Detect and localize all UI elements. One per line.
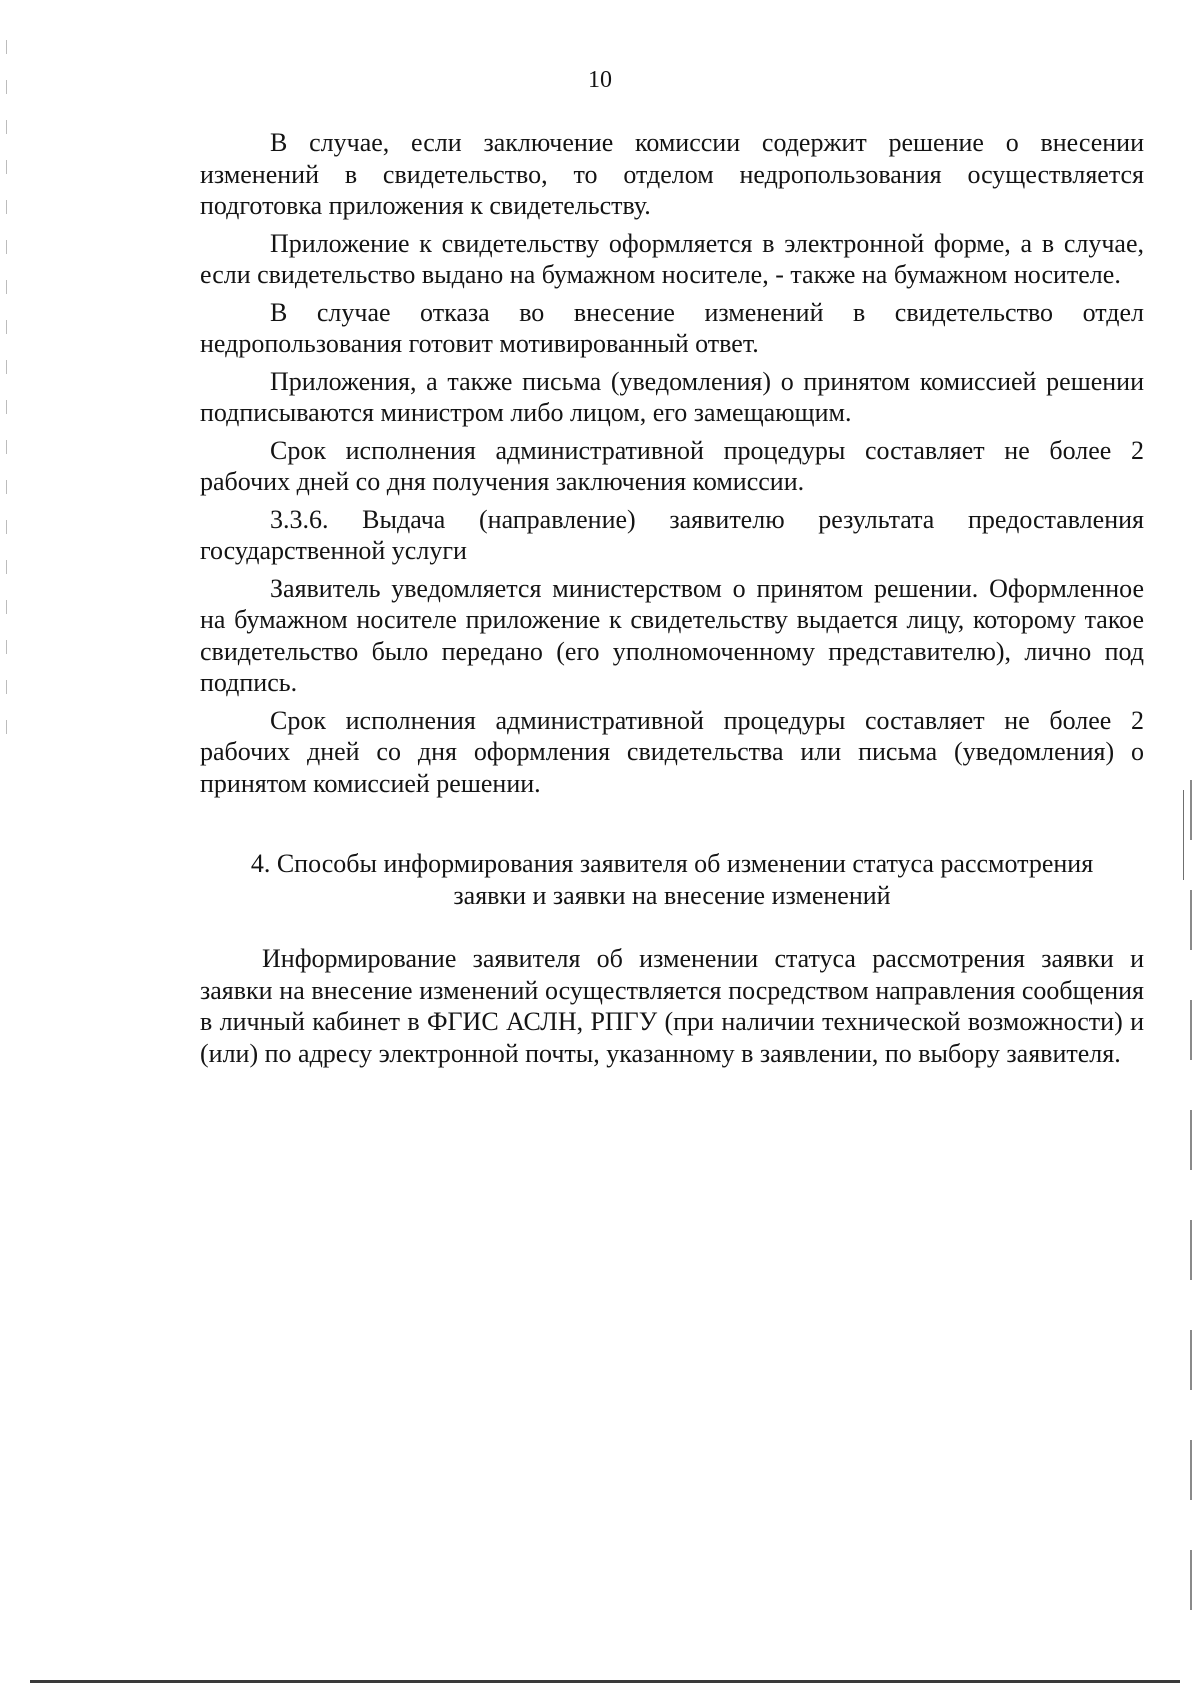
paragraph-changes-decision: В случае, если заключение комиссии содержит решение о внесении изменений в свидетельство, то отделом недропользования осуществляется подготовка приложения к свидетельству. xyxy=(200,128,1144,220)
scan-bottom-edge-line xyxy=(30,1680,1180,1683)
paragraph-deadline-1: Срок исполнения административной процедуры составляет не более 2 рабочих дней со дня получения заключения комиссии. xyxy=(200,435,1144,496)
paragraph-signing: Приложения, а также письма (уведомления) о принятом комиссией решении подписываются министром либо лицом, его замещающим. xyxy=(200,366,1144,427)
document-body-section-4 xyxy=(200,943,1144,1069)
section-4-heading-line-2: заявки и заявки на внесение изменений xyxy=(453,881,891,910)
section-4-heading-line-1: 4. Способы информирования заявителя об изменении статуса рассмотрения xyxy=(250,849,1094,878)
scan-edge-artifact-right-short xyxy=(1183,790,1184,880)
document-body-section-3 xyxy=(200,127,1144,799)
scan-edge-artifact-left xyxy=(6,40,7,740)
section-4-heading xyxy=(200,848,1144,912)
paragraph-deadline-2: Срок исполнения административной процедуры составляет не более 2 рабочих дней со дня оформления свидетельства или письма (уведомления) о принятом комиссией решении. xyxy=(200,705,1144,798)
paragraph-refusal: В случае отказа во внесение изменений в свидетельство отдел недропользования готовит мотивированный ответ. xyxy=(200,297,1144,358)
paragraph-informing-applicant: Информирование заявителя об изменении статуса рассмотрения заявки и заявки на внесение изменений осуществляется посредством направления сообщения в личный кабинет в ФГИС АСЛН, РПГУ (при наличии технической возможности) и (или) по адресу электронной почты, указанному в заявлении, по выбору заявителя. xyxy=(200,944,1144,1068)
paragraph-subsection-3-3-6: 3.3.6. Выдача (направление) заявителю результата предоставления государственной услуги xyxy=(200,504,1144,565)
scan-edge-artifact-right xyxy=(1190,780,1192,1650)
page-number: 10 xyxy=(588,67,612,93)
paragraph-appendix-form: Приложение к свидетельству оформляется в электронной форме, а в случае, если свидетельство выдано на бумажном носителе, - также на бумажном носителе. xyxy=(200,228,1144,289)
paragraph-applicant-notified: Заявитель уведомляется министерством о принятом решении. Оформленное на бумажном носителе приложение к свидетельству выдается лицу, которому такое свидетельство было передано (его уполномоченному представителю), лично под подпись. xyxy=(200,573,1144,697)
